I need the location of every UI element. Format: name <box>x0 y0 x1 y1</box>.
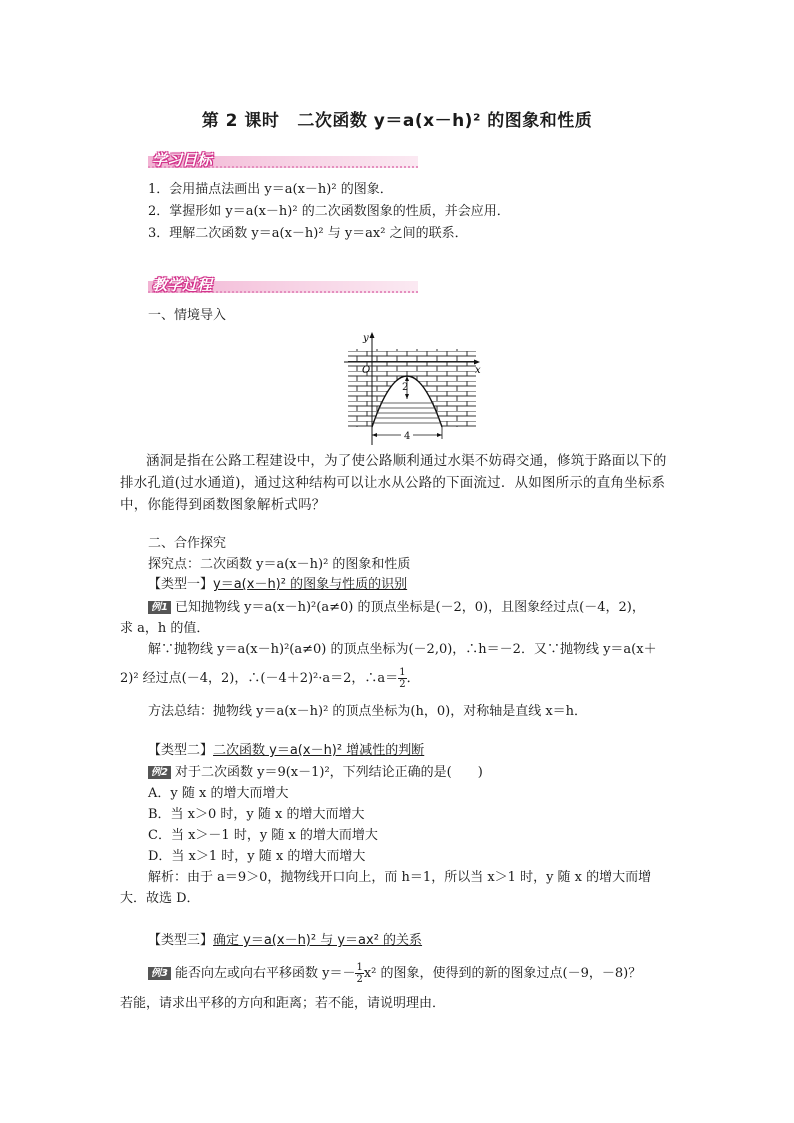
fraction-numerator: 1 <box>356 962 363 973</box>
type-heading <box>148 576 407 594</box>
width-arrow-left <box>372 433 377 437</box>
example-badge: 例1 <box>148 601 171 614</box>
section-header-goals <box>148 150 418 170</box>
choice-option: C．当 x＞－1 时，y 随 x 的增大而增大 <box>148 828 378 843</box>
choice-option: A．y 随 x 的增大而增大 <box>148 786 289 801</box>
analysis-line: 解析：由于 a＝9＞0，抛物线开口向上，而 h＝1，所以当 x＞1 时，y 随 x 的增大而增 <box>148 870 652 885</box>
width-label: 4 <box>404 431 411 442</box>
origin-label: O <box>362 365 371 376</box>
section-label: 教学过程 <box>152 276 213 294</box>
question-text: 能否向左或向右平移函数 y＝－ <box>174 966 356 981</box>
type-label: 确定 y＝a(x－h)² 与 y＝ax² 的关系 <box>213 933 423 948</box>
goal-item: 3．理解二次函数 y＝a(x－h)² 与 y＝ax² 之间的联系． <box>148 226 468 241</box>
fraction <box>355 962 363 985</box>
example-question <box>148 962 641 985</box>
goal-item: 1．会用描点法画出 y＝a(x－h)² 的图象． <box>148 182 393 197</box>
type-bracket: 【类型一】 <box>148 577 214 592</box>
solution-text: 2)² 经过点(－4，2)，∴(－4＋2)²·a＝2，∴a＝ <box>120 671 399 686</box>
x-axis-arrow <box>474 360 480 365</box>
question-text: 已知抛物线 y＝a(x－h)²(a≠0) 的顶点坐标是(－2，0)，且图象经过点(－4，2)， <box>174 600 645 615</box>
question-text-tail: x² 的图象，使得到的新的图象过点(－9，－8)？ <box>363 966 642 981</box>
type-label: 二次函数 y＝a(x－h)² 增减性的判断 <box>213 743 425 758</box>
fraction-numerator: 1 <box>399 667 406 678</box>
width-arrow-right <box>437 433 442 437</box>
x-axis-label: x <box>475 365 481 376</box>
goal-item: 2．掌握形如 y＝a(x－h)² 的二次函数图象的性质，并会应用． <box>148 204 510 219</box>
fraction-denominator: 2 <box>399 679 406 690</box>
fraction-denominator: 2 <box>356 974 363 985</box>
intro-paragraph: 涵洞是指在公路工程建设中，为了使公路顺利通过水渠不妨碍交通，修筑于路面以下的排水孔道(过水通道)，通过这种结构可以让水从公路的下面流过．从如图所示的直角坐标系中，你能得到函数图象解析式吗？ <box>120 453 667 513</box>
y-axis-arrow <box>370 332 375 338</box>
solution-line: 解∵抛物线 y＝a(x－h)²(a≠0) 的顶点坐标为(－2,0)，∴h＝－2．又∵抛物线 y＝a(x＋ <box>148 642 657 657</box>
example-badge: 例2 <box>148 766 171 779</box>
section-header-process <box>148 275 418 295</box>
lesson-number: 第 2 课时 <box>201 111 280 131</box>
culvert-figure <box>342 331 482 447</box>
type-bracket: 【类型二】 <box>148 743 214 758</box>
solution-tail: ． <box>406 671 420 686</box>
fraction <box>398 667 406 690</box>
page-title <box>0 106 794 131</box>
question-text: 对于二次函数 y＝9(x－1)²，下列结论正确的是( ) <box>174 765 483 780</box>
solution-line <box>120 667 420 690</box>
example-question <box>148 764 483 782</box>
lesson-topic: 二次函数 y＝a(x－h)² 的图象和性质 <box>297 111 593 131</box>
y-axis-label: y <box>363 333 369 344</box>
method-summary: 方法总结：抛物线 y＝a(x－h)² 的顶点坐标为(h，0)，对称轴是直线 x＝h． <box>148 704 588 719</box>
example-badge: 例3 <box>148 967 171 980</box>
analysis-line: 大．故选 D． <box>120 891 200 906</box>
height-arrow-bottom <box>405 394 409 399</box>
type-bracket: 【类型三】 <box>148 933 214 948</box>
choice-option: B．当 x＞0 时，y 随 x 的增大而增大 <box>148 807 365 822</box>
question-continuation: 若能，请求出平移的方向和距离；若不能，请说明理由． <box>120 996 446 1011</box>
question-continuation: 求 a，h 的值． <box>120 621 210 636</box>
section-label: 学习目标 <box>152 151 213 169</box>
water <box>373 403 441 423</box>
type-heading <box>148 932 422 950</box>
type-label: y＝a(x－h)² 的图象与性质的识别 <box>213 577 408 592</box>
part-heading: 二、合作探究 <box>148 536 227 551</box>
part-heading: 一、情境导入 <box>148 308 227 323</box>
explore-topic: 探究点：二次函数 y＝a(x－h)² 的图象和性质 <box>148 557 411 572</box>
brick-wall <box>348 349 476 427</box>
example-question <box>148 599 645 617</box>
height-label: 2 <box>402 382 409 393</box>
type-heading <box>148 742 424 760</box>
choice-option: D．当 x＞1 时，y 随 x 的增大而增大 <box>148 849 366 864</box>
